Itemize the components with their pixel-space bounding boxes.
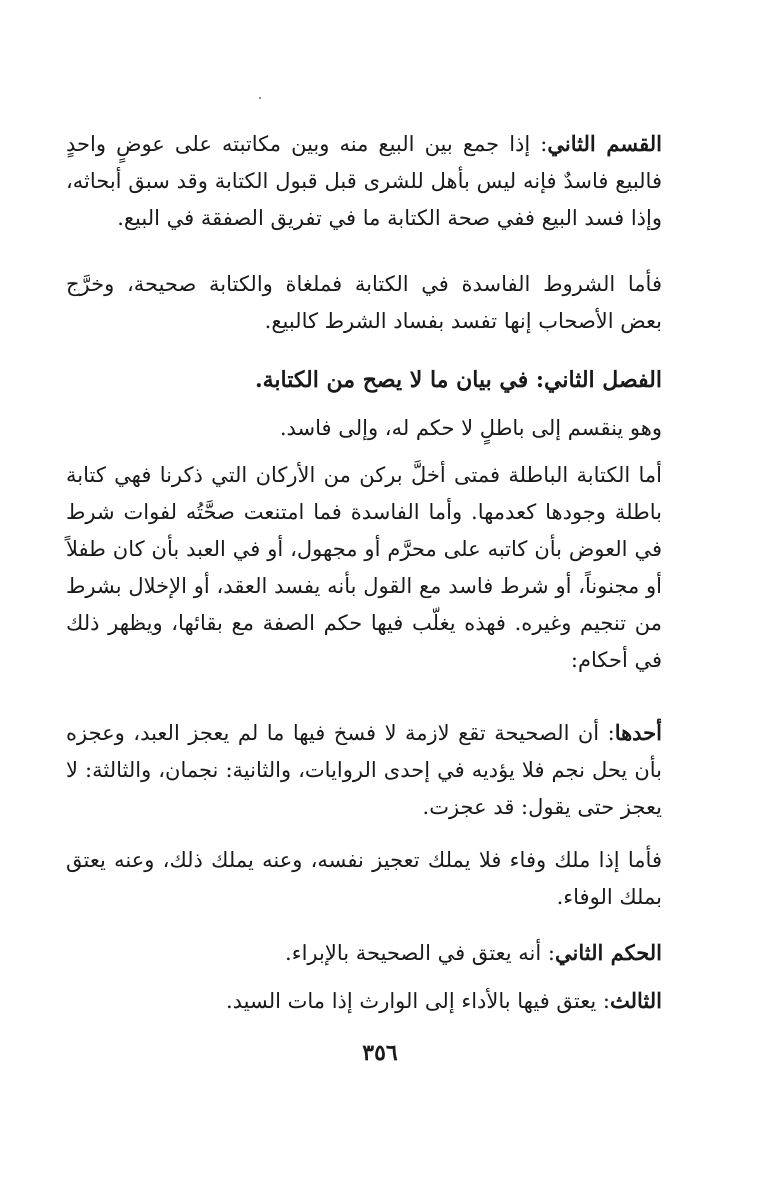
- ruling-three-text: : يعتق فيها بالأداء إلى الوارث إذا مات السيد.: [225, 989, 610, 1013]
- page-number: ٣٥٦: [362, 1040, 398, 1066]
- section-two-lead: القسم الثاني: [547, 131, 662, 156]
- conditions-paragraph: [66, 266, 662, 340]
- void-text: أما الكتابة الباطلة فمتى أخلَّ بركن من الأركان التي ذكرنا فهي كتابة باطلة وجودها كعدمها. وأما الفاسدة فما امتنعت صحَّتُه لفوات شرط في العوض بأن كاتبه على محرَّم أو مجهول، أو في العبد بأن كان طفلاً أو مجنوناً، أو شرط فاسد مع القول بأنه يفسد العقد، أو الإخلال بشرط من تنجيم وغيره. فهذه يغلّب فيها حكم الصفة مع بقائها، ويظهر ذلك في أحكام:: [66, 463, 662, 672]
- chapter-heading-block: [66, 362, 662, 399]
- ruling-two-text: : أنه يعتق في الصحيحة بالإبراء.: [285, 941, 555, 965]
- division-text: وهو ينقسم إلى باطلٍ لا حكم له، وإلى فاسد.: [279, 416, 662, 440]
- ownership-text: فأما إذا ملك وفاء فلا يملك تعجيز نفسه، وعنه يملك ذلك، وعنه يعتق بملك الوفاء.: [66, 848, 662, 909]
- ruling-one-paragraph: [66, 714, 662, 826]
- ruling-one-text: : أن الصحيحة تقع لازمة لا فسخ فيها ما لم يعجز العبد، وعجزه بأن يحل نجم فلا يؤديه في إحدى الروايات، والثانية: نجمان، والثالثة: لا يعجز حتى يقول: قد عجزت.: [66, 721, 662, 819]
- chapter-two-heading: الفصل الثاني: في بيان ما لا يصح من الكتابة.: [254, 367, 662, 393]
- void-paragraph: [66, 457, 662, 679]
- section-two-text: : إذا جمع بين البيع منه وبين مكاتبته على عوضٍ واحدٍ فالبيع فاسدٌ فإنه ليس بأهل للشرى قبل قبول الكتابة وقد سبق أبحاثه، وإذا فسد البيع ففي صحة الكتابة ما في تفريق الصفقة في البيع.: [66, 132, 662, 230]
- ink-dot: [259, 97, 261, 99]
- ownership-paragraph: [66, 842, 662, 916]
- ruling-two-lead: الحكم الثاني: [555, 940, 662, 965]
- ruling-three-paragraph: [66, 982, 662, 1020]
- ruling-one-lead: أحدها: [614, 720, 662, 745]
- conditions-text: فأما الشروط الفاسدة في الكتابة فملغاة والكتابة صحيحة، وخرَّج بعض الأصحاب إنها تفسد بفساد الشرط كالبيع.: [66, 272, 662, 333]
- ruling-two-paragraph: [66, 934, 662, 972]
- section-two-paragraph: [66, 125, 662, 237]
- ruling-three-lead: الثالث: [610, 988, 662, 1013]
- division-paragraph: [66, 410, 662, 447]
